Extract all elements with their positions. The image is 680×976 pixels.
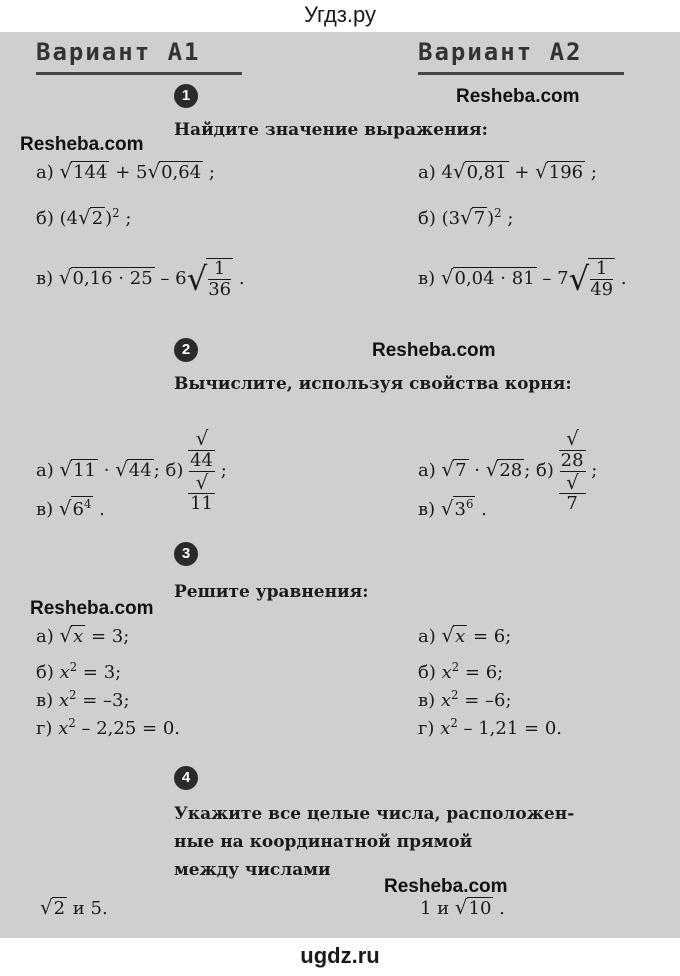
site-header: Угдз.ру	[0, 0, 680, 32]
task3-a1-b: б) $x^2 = 3$;	[36, 660, 122, 683]
task3-a1-c: в) $x^2 = -3$;	[36, 688, 130, 711]
task4-line3: между числами	[174, 860, 331, 880]
task1-a1-c: в) √0,16 · 25 – 6√ $\frac{1}{36}$ .	[36, 258, 245, 300]
task4-line2: ные на координатной прямой	[174, 832, 473, 852]
task3-a2-d: г) $x^2 - 1,21 = 0$.	[418, 716, 563, 739]
variant-a2-underline	[418, 72, 624, 75]
task3-a2-b: б) $x^2 = 6$;	[418, 660, 504, 683]
task4-a1: √2 и 5.	[40, 896, 108, 919]
task3-a2-c: в) $x^2 = -6$;	[418, 688, 512, 711]
watermark: Resheba.com	[20, 134, 144, 155]
task4-line1: Укажите все целые числа, расположен-	[174, 804, 575, 824]
task1-text: Найдите значение выражения:	[174, 120, 488, 140]
variant-a1-heading: Вариант А1	[36, 38, 201, 66]
task2-a2-ab: а) √7 · √28 ; б) √ 28 √ 7 ;	[418, 427, 598, 515]
task-number-2: 2	[174, 338, 198, 362]
task-number-4: 4	[174, 766, 198, 790]
task2-a1-c: в) $√6^4$ .	[36, 497, 105, 520]
textbook-page	[0, 32, 680, 938]
watermark: Resheba.com	[30, 598, 154, 619]
task2-text: Вычислите, используя свойства корня:	[174, 374, 572, 394]
task1-a1-b: б) (4√2 )$^2$ ;	[36, 206, 132, 229]
task1-a2-c: в) √0,04 · 81 – 7√ $\frac{1}{49}$ .	[418, 258, 627, 300]
task3-a1-a: а) √x = 3;	[36, 624, 130, 647]
task1-a2-b: б) (3√7 )$^2$ ;	[418, 206, 514, 229]
variant-a2-heading: Вариант А2	[418, 38, 583, 66]
task3-text: Решите уравнения:	[174, 582, 369, 602]
task4-a2: 1 и √10 .	[420, 896, 505, 919]
task2-a1-ab: а) √11 · √44 ; б) √ 44 √ 11 ;	[36, 427, 227, 515]
task3-a2-a: а) √x = 6;	[418, 624, 512, 647]
task1-a1-a: а) √144 + 5√0,64 ;	[36, 160, 215, 183]
watermark: Resheba.com	[384, 876, 508, 897]
watermark: Resheba.com	[456, 86, 580, 107]
task1-a2-a: а) 4√0,81 + √196 ;	[418, 160, 597, 183]
task-number-1: 1	[174, 84, 198, 108]
watermark: Resheba.com	[372, 340, 496, 361]
variant-a1-underline	[36, 72, 242, 75]
task2-a2-c: в) $√3^6$ .	[418, 497, 487, 520]
task3-a1-d: г) $x^2 - 2,25 = 0$.	[36, 716, 181, 739]
site-footer: ugdz.ru	[0, 938, 680, 976]
task-number-3: 3	[174, 542, 198, 566]
